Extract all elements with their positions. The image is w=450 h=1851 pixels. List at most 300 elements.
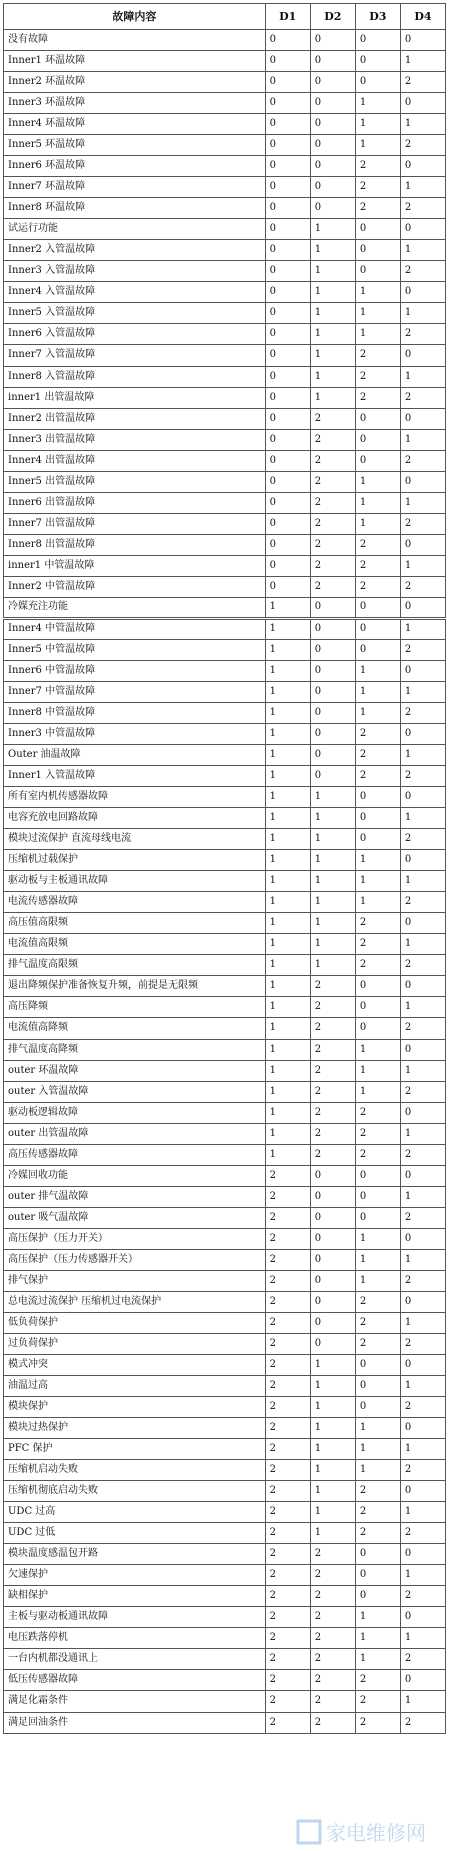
d1-cell: 0 <box>265 114 310 135</box>
d4-cell: 1 <box>400 555 445 576</box>
d2-cell: 2 <box>310 1712 355 1733</box>
d2-cell: 1 <box>310 955 355 976</box>
d3-cell: 2 <box>355 1102 400 1123</box>
d3-cell: 0 <box>355 618 400 639</box>
d3-cell: 2 <box>355 177 400 198</box>
fault-name-cell: 冷媒回收功能 <box>4 1165 266 1186</box>
d1-cell: 1 <box>265 745 310 766</box>
d1-cell: 0 <box>265 261 310 282</box>
d2-cell: 1 <box>310 1376 355 1397</box>
d2-cell: 0 <box>310 30 355 51</box>
d1-cell: 2 <box>265 1586 310 1607</box>
d1-cell: 0 <box>265 366 310 387</box>
d3-cell: 1 <box>355 1060 400 1081</box>
table-row <box>4 1060 446 1081</box>
d3-cell: 0 <box>355 261 400 282</box>
d2-cell: 2 <box>310 1565 355 1586</box>
table-row <box>4 787 446 808</box>
d3-cell: 0 <box>355 639 400 660</box>
d2-cell: 1 <box>310 808 355 829</box>
d1-cell: 0 <box>265 576 310 597</box>
d1-cell: 2 <box>265 1312 310 1333</box>
fault-name-cell: 电流值高限频 <box>4 934 266 955</box>
d4-cell: 0 <box>400 93 445 114</box>
d4-cell: 2 <box>400 1712 445 1733</box>
table-row <box>4 955 446 976</box>
fault-name-cell: 高压传感器故障 <box>4 1144 266 1165</box>
d4-cell: 2 <box>400 324 445 345</box>
d3-cell: 1 <box>355 1439 400 1460</box>
d2-cell: 0 <box>310 1291 355 1312</box>
fault-name-cell: 冷媒充注功能 <box>4 597 266 618</box>
d3-cell: 0 <box>355 1018 400 1039</box>
fault-name-cell: 退出降频保护准备恢复升频，前提是无限频 <box>4 976 266 997</box>
d4-cell: 1 <box>400 681 445 702</box>
d3-cell: 0 <box>355 1586 400 1607</box>
fault-name-cell: 模块过流保护 直流母线电流 <box>4 829 266 850</box>
d3-cell: 2 <box>355 766 400 787</box>
d3-cell: 2 <box>355 345 400 366</box>
table-row <box>4 1649 446 1670</box>
d2-cell: 2 <box>310 450 355 471</box>
table-row <box>4 934 446 955</box>
d4-cell: 1 <box>400 1691 445 1712</box>
fault-name-cell: 排气温度高降频 <box>4 1039 266 1060</box>
table-row <box>4 997 446 1018</box>
d4-cell: 0 <box>400 1670 445 1691</box>
d4-cell: 2 <box>400 1397 445 1418</box>
d1-cell: 1 <box>265 955 310 976</box>
fault-name-cell: Inner3 入管温故障 <box>4 261 266 282</box>
fault-name-cell: Inner2 中管温故障 <box>4 576 266 597</box>
d4-cell: 0 <box>400 1544 445 1565</box>
d3-cell: 2 <box>355 366 400 387</box>
header-d2: D2 <box>310 4 355 30</box>
d2-cell: 2 <box>310 1670 355 1691</box>
d4-cell: 2 <box>400 1649 445 1670</box>
d1-cell: 2 <box>265 1228 310 1249</box>
d2-cell: 2 <box>310 492 355 513</box>
fault-name-cell: 电压跌落停机 <box>4 1628 266 1649</box>
fault-name-cell: 缺相保护 <box>4 1586 266 1607</box>
d4-cell: 1 <box>400 1060 445 1081</box>
d3-cell: 2 <box>355 1691 400 1712</box>
table-row <box>4 1081 446 1102</box>
d4-cell: 2 <box>400 1081 445 1102</box>
d2-cell: 0 <box>310 1249 355 1270</box>
d3-cell: 1 <box>355 871 400 892</box>
d3-cell: 2 <box>355 1670 400 1691</box>
d2-cell: 2 <box>310 1628 355 1649</box>
fault-name-cell: Inner5 出管温故障 <box>4 471 266 492</box>
d2-cell: 1 <box>310 387 355 408</box>
d2-cell: 1 <box>310 1354 355 1375</box>
d1-cell: 0 <box>265 93 310 114</box>
d4-cell: 2 <box>400 72 445 93</box>
d3-cell: 2 <box>355 534 400 555</box>
d3-cell: 0 <box>355 829 400 850</box>
fault-name-cell: Inner4 中管温故障 <box>4 618 266 639</box>
table-row <box>4 534 446 555</box>
d3-cell: 2 <box>355 198 400 219</box>
fault-name-cell: 电流传感器故障 <box>4 892 266 913</box>
table-row <box>4 1481 446 1502</box>
d2-cell: 1 <box>310 1502 355 1523</box>
table-row <box>4 1333 446 1354</box>
table-row <box>4 72 446 93</box>
d4-cell: 2 <box>400 639 445 660</box>
d1-cell: 2 <box>265 1439 310 1460</box>
d1-cell: 0 <box>265 156 310 177</box>
d3-cell: 2 <box>355 724 400 745</box>
d2-cell: 1 <box>310 1460 355 1481</box>
d2-cell: 2 <box>310 997 355 1018</box>
table-body <box>4 30 446 1734</box>
table-row <box>4 1376 446 1397</box>
d2-cell: 1 <box>310 1523 355 1544</box>
table-row <box>4 198 446 219</box>
table-row <box>4 555 446 576</box>
table-row <box>4 30 446 51</box>
table-row <box>4 1460 446 1481</box>
d3-cell: 0 <box>355 1354 400 1375</box>
table-row <box>4 1607 446 1628</box>
d1-cell: 0 <box>265 219 310 240</box>
d2-cell: 2 <box>310 1144 355 1165</box>
fault-name-cell: Outer 油温故障 <box>4 745 266 766</box>
table-row <box>4 513 446 534</box>
table-row <box>4 1207 446 1228</box>
d3-cell: 0 <box>355 30 400 51</box>
d2-cell: 1 <box>310 892 355 913</box>
table-row <box>4 745 446 766</box>
table-row <box>4 1691 446 1712</box>
fault-name-cell: outer 排气温故障 <box>4 1186 266 1207</box>
d1-cell: 0 <box>265 30 310 51</box>
fault-name-cell: Inner6 环温故障 <box>4 156 266 177</box>
d4-cell: 1 <box>400 871 445 892</box>
header-d3: D3 <box>355 4 400 30</box>
fault-name-cell: inner1 中管温故障 <box>4 555 266 576</box>
d4-cell: 1 <box>400 177 445 198</box>
d1-cell: 2 <box>265 1460 310 1481</box>
d2-cell: 1 <box>310 934 355 955</box>
d3-cell: 1 <box>355 1039 400 1060</box>
fault-name-cell: 满足回油条件 <box>4 1712 266 1733</box>
d2-cell: 2 <box>310 471 355 492</box>
header-fault-content: 故障内容 <box>4 4 266 30</box>
d1-cell: 2 <box>265 1607 310 1628</box>
d3-cell: 1 <box>355 1228 400 1249</box>
d2-cell: 1 <box>310 787 355 808</box>
table-row <box>4 639 446 660</box>
d4-cell: 0 <box>400 471 445 492</box>
d1-cell: 1 <box>265 639 310 660</box>
d2-cell: 1 <box>310 324 355 345</box>
watermark-logo <box>296 1815 446 1849</box>
fault-name-cell: 低负荷保护 <box>4 1312 266 1333</box>
table-row <box>4 429 446 450</box>
d4-cell: 1 <box>400 240 445 261</box>
d4-cell: 0 <box>400 787 445 808</box>
d4-cell: 1 <box>400 1439 445 1460</box>
d3-cell: 2 <box>355 1712 400 1733</box>
table-row <box>4 1039 446 1060</box>
table-row <box>4 1502 446 1523</box>
d3-cell: 1 <box>355 850 400 871</box>
table-row <box>4 1544 446 1565</box>
d2-cell: 0 <box>310 1207 355 1228</box>
fault-name-cell: Inner7 环温故障 <box>4 177 266 198</box>
d1-cell: 0 <box>265 513 310 534</box>
d3-cell: 1 <box>355 492 400 513</box>
table-row <box>4 766 446 787</box>
table-row <box>4 703 446 724</box>
fault-name-cell: UDC 过高 <box>4 1502 266 1523</box>
table-row <box>4 1186 446 1207</box>
d2-cell: 1 <box>310 261 355 282</box>
d1-cell: 1 <box>265 997 310 1018</box>
header-d1: D1 <box>265 4 310 30</box>
d4-cell: 2 <box>400 1270 445 1291</box>
d2-cell: 0 <box>310 198 355 219</box>
table-row <box>4 1586 446 1607</box>
d1-cell: 0 <box>265 555 310 576</box>
d1-cell: 0 <box>265 429 310 450</box>
d2-cell: 2 <box>310 976 355 997</box>
d4-cell: 0 <box>400 534 445 555</box>
table-row <box>4 177 446 198</box>
d3-cell: 1 <box>355 703 400 724</box>
d4-cell: 1 <box>400 1376 445 1397</box>
d2-cell: 0 <box>310 1165 355 1186</box>
d1-cell: 1 <box>265 934 310 955</box>
d2-cell: 0 <box>310 51 355 72</box>
d1-cell: 1 <box>265 808 310 829</box>
table-row <box>4 51 446 72</box>
d3-cell: 0 <box>355 976 400 997</box>
d2-cell: 2 <box>310 1060 355 1081</box>
d1-cell: 2 <box>265 1376 310 1397</box>
d3-cell: 1 <box>355 681 400 702</box>
fault-name-cell: Inner5 中管温故障 <box>4 639 266 660</box>
d3-cell: 2 <box>355 955 400 976</box>
d3-cell: 0 <box>355 1544 400 1565</box>
fault-code-table <box>3 3 446 1734</box>
table-row <box>4 1418 446 1439</box>
d1-cell: 0 <box>265 492 310 513</box>
d3-cell: 0 <box>355 597 400 618</box>
d1-cell: 1 <box>265 1144 310 1165</box>
d3-cell: 1 <box>355 324 400 345</box>
d4-cell: 2 <box>400 955 445 976</box>
d2-cell: 1 <box>310 1397 355 1418</box>
d4-cell: 1 <box>400 1628 445 1649</box>
table-row <box>4 1523 446 1544</box>
d4-cell: 0 <box>400 913 445 934</box>
d3-cell: 1 <box>355 1418 400 1439</box>
d2-cell: 0 <box>310 1333 355 1354</box>
fault-name-cell: Inner5 入管温故障 <box>4 303 266 324</box>
d3-cell: 2 <box>355 745 400 766</box>
d4-cell: 1 <box>400 745 445 766</box>
d2-cell: 1 <box>310 850 355 871</box>
d1-cell: 2 <box>265 1270 310 1291</box>
fault-name-cell: 模块过热保护 <box>4 1418 266 1439</box>
fault-name-cell: 满足化霜条件 <box>4 1691 266 1712</box>
table-row <box>4 1270 446 1291</box>
d1-cell: 0 <box>265 240 310 261</box>
table-row <box>4 597 446 618</box>
table-row <box>4 240 446 261</box>
d1-cell: 1 <box>265 913 310 934</box>
fault-name-cell: outer 入管温故障 <box>4 1081 266 1102</box>
d2-cell: 0 <box>310 766 355 787</box>
d2-cell: 0 <box>310 135 355 156</box>
fault-name-cell: Inner4 入管温故障 <box>4 282 266 303</box>
table-row <box>4 660 446 681</box>
table-row <box>4 324 446 345</box>
d4-cell: 0 <box>400 597 445 618</box>
d1-cell: 2 <box>265 1291 310 1312</box>
d2-cell: 0 <box>310 72 355 93</box>
d1-cell: 2 <box>265 1628 310 1649</box>
d2-cell: 2 <box>310 513 355 534</box>
d2-cell: 2 <box>310 1039 355 1060</box>
fault-name-cell: Inner8 出管温故障 <box>4 534 266 555</box>
table-row <box>4 1312 446 1333</box>
fault-name-cell: 所有室内机传感器故障 <box>4 787 266 808</box>
d2-cell: 0 <box>310 703 355 724</box>
fault-name-cell: Inner8 中管温故障 <box>4 703 266 724</box>
d4-cell: 1 <box>400 808 445 829</box>
d3-cell: 0 <box>355 808 400 829</box>
fault-name-cell: 压缩机启动失败 <box>4 1460 266 1481</box>
d2-cell: 2 <box>310 555 355 576</box>
d3-cell: 1 <box>355 513 400 534</box>
d4-cell: 2 <box>400 198 445 219</box>
d3-cell: 2 <box>355 576 400 597</box>
d1-cell: 1 <box>265 850 310 871</box>
d2-cell: 0 <box>310 177 355 198</box>
d4-cell: 1 <box>400 366 445 387</box>
fault-name-cell: Inner4 出管温故障 <box>4 450 266 471</box>
fault-name-cell: 电容充放电回路故障 <box>4 808 266 829</box>
d3-cell: 1 <box>355 93 400 114</box>
d2-cell: 0 <box>310 1270 355 1291</box>
d1-cell: 2 <box>265 1418 310 1439</box>
fault-name-cell: 驱动板与主板通讯故障 <box>4 871 266 892</box>
d4-cell: 2 <box>400 1523 445 1544</box>
d1-cell: 1 <box>265 660 310 681</box>
d4-cell: 2 <box>400 261 445 282</box>
fault-name-cell: 总电流过流保护 压缩机过电流保护 <box>4 1291 266 1312</box>
table-row <box>4 450 446 471</box>
d1-cell: 1 <box>265 1102 310 1123</box>
fault-name-cell: Inner2 入管温故障 <box>4 240 266 261</box>
table-row <box>4 1397 446 1418</box>
fault-name-cell: Inner2 环温故障 <box>4 72 266 93</box>
d3-cell: 2 <box>355 1123 400 1144</box>
fault-name-cell: Inner8 环温故障 <box>4 198 266 219</box>
d3-cell: 2 <box>355 555 400 576</box>
d3-cell: 1 <box>355 1249 400 1270</box>
fault-name-cell: Inner6 入管温故障 <box>4 324 266 345</box>
d2-cell: 2 <box>310 1018 355 1039</box>
table-row <box>4 1228 446 1249</box>
table-row <box>4 850 446 871</box>
d2-cell: 1 <box>310 829 355 850</box>
d1-cell: 1 <box>265 1018 310 1039</box>
d1-cell: 0 <box>265 72 310 93</box>
d1-cell: 0 <box>265 387 310 408</box>
fault-name-cell: Inner6 中管温故障 <box>4 660 266 681</box>
d1-cell: 2 <box>265 1165 310 1186</box>
d3-cell: 0 <box>355 429 400 450</box>
d2-cell: 1 <box>310 219 355 240</box>
d1-cell: 1 <box>265 681 310 702</box>
d2-cell: 2 <box>310 1649 355 1670</box>
d2-cell: 1 <box>310 1439 355 1460</box>
table-row <box>4 1354 446 1375</box>
d1-cell: 1 <box>265 597 310 618</box>
d3-cell: 2 <box>355 1523 400 1544</box>
table-row <box>4 724 446 745</box>
d3-cell: 1 <box>355 114 400 135</box>
fault-code-table-container <box>3 3 446 1734</box>
table-row <box>4 1018 446 1039</box>
d4-cell: 2 <box>400 703 445 724</box>
table-row <box>4 829 446 850</box>
d4-cell: 0 <box>400 1481 445 1502</box>
d3-cell: 1 <box>355 471 400 492</box>
d3-cell: 1 <box>355 1460 400 1481</box>
fault-name-cell: 模块温度感温包开路 <box>4 1544 266 1565</box>
fault-name-cell: 低压传感器故障 <box>4 1670 266 1691</box>
d2-cell: 0 <box>310 597 355 618</box>
d3-cell: 2 <box>355 1502 400 1523</box>
d1-cell: 2 <box>265 1565 310 1586</box>
d3-cell: 2 <box>355 156 400 177</box>
d2-cell: 0 <box>310 114 355 135</box>
d2-cell: 0 <box>310 660 355 681</box>
table-row <box>4 387 446 408</box>
d3-cell: 2 <box>355 1291 400 1312</box>
d4-cell: 2 <box>400 450 445 471</box>
d2-cell: 1 <box>310 240 355 261</box>
d4-cell: 2 <box>400 829 445 850</box>
d4-cell: 0 <box>400 850 445 871</box>
fault-name-cell: Inner7 入管温故障 <box>4 345 266 366</box>
d4-cell: 0 <box>400 1607 445 1628</box>
table-row <box>4 1565 446 1586</box>
fault-name-cell: Inner3 环温故障 <box>4 93 266 114</box>
fault-name-cell: Inner8 入管温故障 <box>4 366 266 387</box>
header-d4: D4 <box>400 4 445 30</box>
d1-cell: 2 <box>265 1333 310 1354</box>
d1-cell: 1 <box>265 766 310 787</box>
d1-cell: 1 <box>265 1039 310 1060</box>
fault-name-cell: 排气保护 <box>4 1270 266 1291</box>
d4-cell: 0 <box>400 408 445 429</box>
d3-cell: 2 <box>355 1481 400 1502</box>
fault-name-cell: 模块保护 <box>4 1397 266 1418</box>
fault-name-cell: 主板与驱动板通讯故障 <box>4 1607 266 1628</box>
fault-name-cell: UDC 过低 <box>4 1523 266 1544</box>
table-row <box>4 1144 446 1165</box>
d1-cell: 0 <box>265 534 310 555</box>
d1-cell: 1 <box>265 829 310 850</box>
